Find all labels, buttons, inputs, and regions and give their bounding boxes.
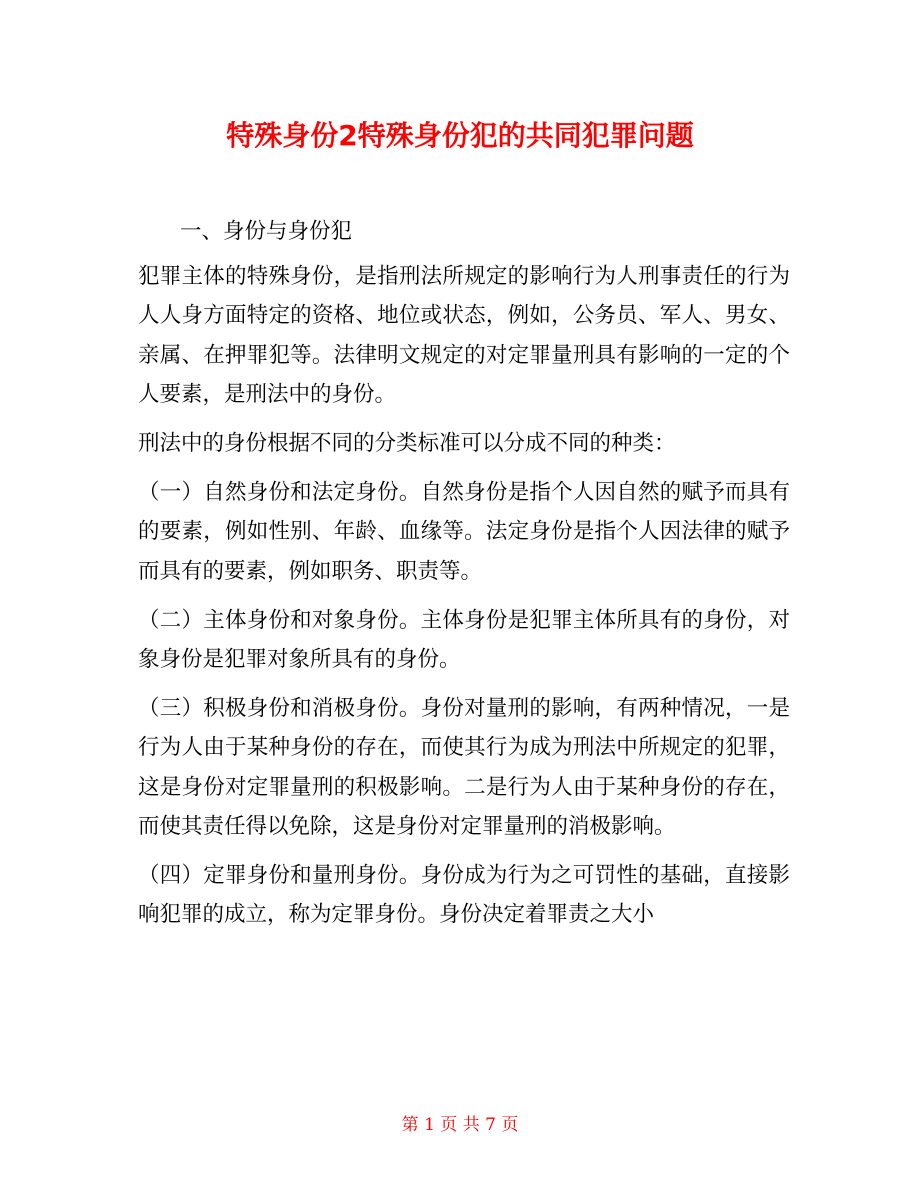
paragraph-natural-legal-identity: （一）自然身份和法定身份。自然身份是指个人因自然的赋予而具有的要素，例如性别、年龄、血缘等。法定身份是指个人因法律的赋予而具有的要素，例如职务、职责等。 xyxy=(138,480,790,584)
paragraph-classification-intro: 刑法中的身份根据不同的分类标准可以分成不同的种类： xyxy=(138,431,676,457)
section-heading: 一、身份与身份犯 xyxy=(180,219,353,244)
document-title: 特殊身份2特殊身份犯的共同犯罪问题 xyxy=(226,119,694,152)
page-number-footer: 第 1 页 共 7 页 xyxy=(401,1115,519,1135)
paragraph-conviction-sentencing-identity: （四）定罪身份和量刑身份。身份成为行为之可罚性的基础，直接影响犯罪的成立，称为定罪身份。身份决定着罪责之大小 xyxy=(138,863,790,928)
paragraph-positive-negative-identity: （三）积极身份和消极身份。身份对量刑的影响，有两种情况，一是行为人由于某种身份的存在，而使其行为成为刑法中所规定的犯罪，这是身份对定罪量刑的积极影响。二是行为人由于某种身份的存在，而使其责任得以免除，这是身份对定罪量刑的消极影响。 xyxy=(138,696,790,839)
paragraph-definition: 犯罪主体的特殊身份，是指刑法所规定的影响行为人刑事责任的行为人人身方面特定的资格、地位或状态，例如，公务员、军人、男女、亲属、在押罪犯等。法律明文规定的对定罪量刑具有影响的一定的个人要素，是刑法中的身份。 xyxy=(138,264,790,407)
paragraph-subject-object-identity: （二）主体身份和对象身份。主体身份是犯罪主体所具有的身份，对象身份是犯罪对象所具有的身份。 xyxy=(138,607,790,673)
document-body xyxy=(138,212,790,944)
